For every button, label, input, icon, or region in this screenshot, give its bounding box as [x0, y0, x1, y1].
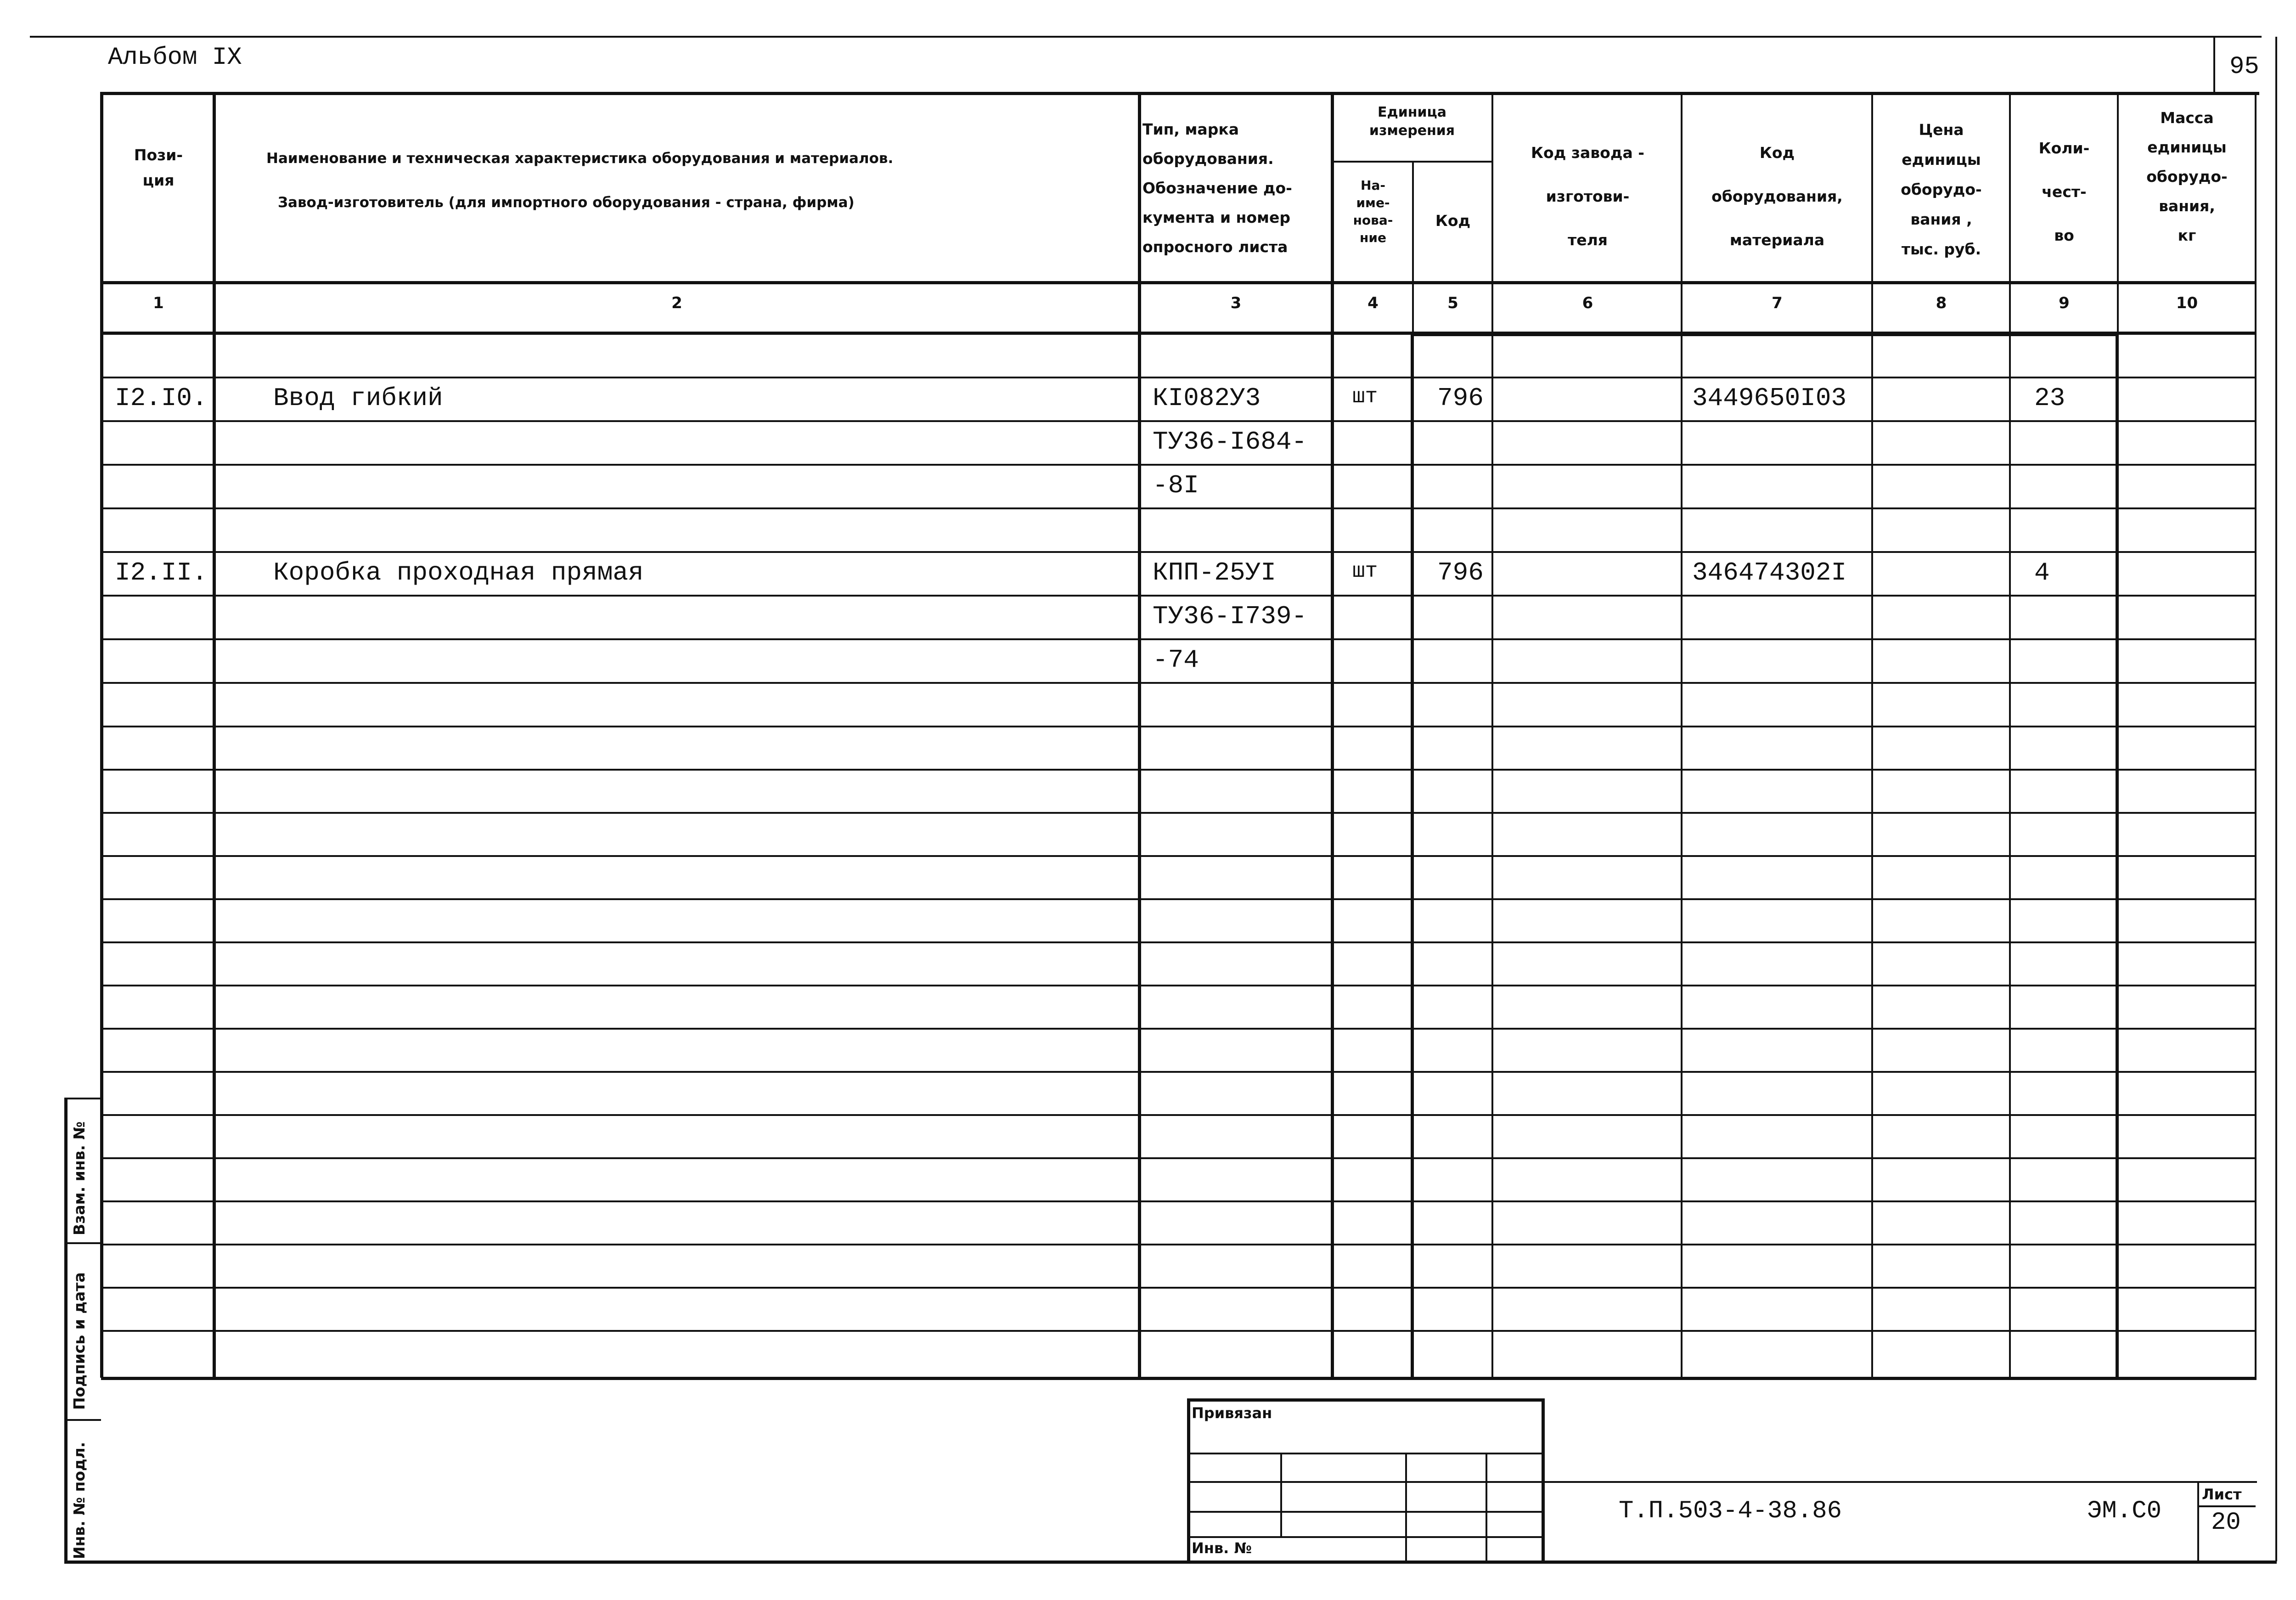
- table-rule: [101, 726, 2257, 727]
- col-sep-6: [1681, 92, 1683, 1378]
- header-equipment-code: Код оборудования, материала: [1711, 144, 1843, 249]
- table-rule: [101, 507, 2257, 509]
- privyazan-col-3: [1486, 1454, 1487, 1561]
- header-position: Пози- ция: [134, 146, 183, 189]
- privyazan-row-2: [1188, 1481, 1542, 1483]
- col-sep-3: [1331, 92, 1334, 1378]
- header-name: Наименование и техническая характеристика оборудования и материалов.: [266, 150, 894, 167]
- row-quantity: 23: [2034, 383, 2065, 413]
- table-rule: [101, 638, 2257, 640]
- col-sep-1: [213, 92, 216, 1378]
- table-rule: [101, 1287, 2257, 1289]
- row-unit: шт: [1352, 385, 1378, 409]
- privyazan-top: [1187, 1398, 1543, 1402]
- table-rule: [101, 595, 2257, 597]
- header-unit-group: Единица измерения: [1369, 104, 1455, 139]
- table-rule: [101, 1330, 2257, 1332]
- side-stamp-div-3: [64, 1419, 101, 1421]
- privyazan-label: Привязан: [1192, 1404, 1272, 1422]
- row-name: Ввод гибкий: [273, 383, 443, 413]
- header-price: Цена единицы оборудо- вания , тыс. руб.: [1901, 121, 1982, 258]
- table-rule: [101, 1071, 2257, 1073]
- table-right-border: [2255, 92, 2257, 1378]
- col-sep-2: [1138, 92, 1141, 1378]
- set-code: ЭМ.С0: [2087, 1497, 2162, 1525]
- header-unit-code: Код: [1435, 212, 1471, 230]
- row-type: КПП-25УI: [1153, 558, 1276, 587]
- page-number: 95: [2229, 53, 2259, 81]
- table-rule: [101, 855, 2257, 857]
- row-name: Коробка проходная прямая: [273, 558, 644, 587]
- colnum-5: 5: [1447, 294, 1458, 312]
- row-unit: шт: [1352, 559, 1378, 583]
- table-rule: [101, 551, 2257, 553]
- row-unit-code: 796: [1437, 558, 1484, 587]
- table-rule: [101, 377, 2257, 378]
- header-mass: Масса единицы оборудо- вания, кг: [2146, 109, 2228, 244]
- header-manufacturer: Завод-изготовитель (для импортного оборудования - страна, фирма): [278, 194, 855, 211]
- album-title: Альбом IX: [108, 44, 242, 72]
- colnum-7: 7: [1772, 294, 1783, 312]
- colnum-8: 8: [1936, 294, 1947, 312]
- row-type-doc-cont: -74: [1153, 645, 1199, 675]
- sheet-box-divider: [2198, 1505, 2256, 1507]
- colnum-1: 1: [153, 294, 164, 312]
- colnum-bottom-line: [101, 332, 2257, 335]
- table-rule: [101, 464, 2257, 466]
- table-rule: [101, 1028, 2257, 1030]
- colnum-10: 10: [2176, 294, 2198, 312]
- colnum-2: 2: [671, 294, 682, 312]
- header-bottom-line: [101, 281, 2257, 284]
- sheet-label: Лист: [2202, 1486, 2242, 1503]
- row-unit-code: 796: [1437, 383, 1484, 413]
- page-number-box-left: [2213, 37, 2215, 92]
- header-unit-name: На- име- нова- ние: [1353, 178, 1393, 245]
- side-label-inv-podl: Инв. № подл.: [70, 1442, 88, 1559]
- table-rule: [101, 1114, 2257, 1116]
- table-rule: [101, 985, 2257, 986]
- row-type-doc: ТУ36-I739-: [1153, 602, 1307, 631]
- colnum-3: 3: [1230, 294, 1242, 312]
- inv-no-label: Инв. №: [1192, 1539, 1252, 1557]
- colnum-9: 9: [2059, 294, 2070, 312]
- table-rule: [101, 420, 2257, 422]
- table-top-border: [101, 92, 2259, 95]
- table-rule: [101, 682, 2257, 684]
- table-rule: [101, 1200, 2257, 1202]
- table-left-border: [100, 92, 103, 1378]
- row-type-doc: ТУ36-I684-: [1153, 427, 1307, 456]
- side-stamp-left: [64, 1098, 68, 1561]
- privyazan-right: [1542, 1398, 1545, 1561]
- table-rule: [101, 898, 2257, 900]
- side-label-vzam: Взам. инв. №: [70, 1121, 88, 1235]
- colnum-4: 4: [1367, 294, 1379, 312]
- privyazan-row-4: [1188, 1536, 1542, 1538]
- table-rule: [101, 941, 2257, 943]
- colnum-6: 6: [1582, 294, 1593, 312]
- table-rule: [101, 769, 2257, 771]
- row-equipment-code: 346474302I: [1692, 558, 1847, 587]
- table-rule: [101, 1157, 2257, 1159]
- privyazan-col-1: [1280, 1454, 1282, 1536]
- header-type: Тип, марка оборудования. Обозначение до- кумента и номер опросного листа: [1142, 120, 1292, 256]
- privyazan-row-3: [1188, 1511, 1542, 1513]
- sheet-number: 20: [2211, 1509, 2241, 1537]
- table-rule: [101, 812, 2257, 814]
- document-code: Т.П.503-4-38.86: [1619, 1497, 1842, 1525]
- header-plant-code: Код завода - изготови- теля: [1531, 144, 1644, 249]
- col-sep-8: [2009, 92, 2011, 1378]
- row-type: КI082У3: [1153, 383, 1261, 413]
- top-frame-line: [30, 36, 2262, 38]
- row-quantity: 4: [2034, 558, 2050, 587]
- frame-right-edge: [2275, 37, 2277, 1561]
- col-sep-7: [1871, 92, 1873, 1378]
- privyazan-col-2: [1405, 1454, 1407, 1561]
- title-line: [1543, 1481, 2257, 1483]
- sheet-box-left: [2197, 1481, 2199, 1561]
- table-bottom-border: [101, 1377, 2257, 1380]
- row-equipment-code: 3449650I03: [1692, 383, 1847, 413]
- header-quantity: Коли- чест- во: [2038, 139, 2090, 244]
- col-sep-5: [1491, 92, 1493, 1378]
- unit-group-divider: [1332, 161, 1492, 163]
- side-label-podpis: Подпись и дата: [70, 1272, 88, 1410]
- side-stamp-div-2: [64, 1242, 101, 1244]
- row-type-doc-cont: -8I: [1153, 471, 1199, 500]
- frame-bottom: [64, 1561, 2277, 1564]
- side-stamp-div-1: [64, 1098, 101, 1099]
- table-rule: [101, 1244, 2257, 1245]
- privyazan-row-1: [1188, 1453, 1542, 1454]
- row-position: I2.II.: [115, 558, 208, 587]
- row-position: I2.I0.: [115, 383, 208, 413]
